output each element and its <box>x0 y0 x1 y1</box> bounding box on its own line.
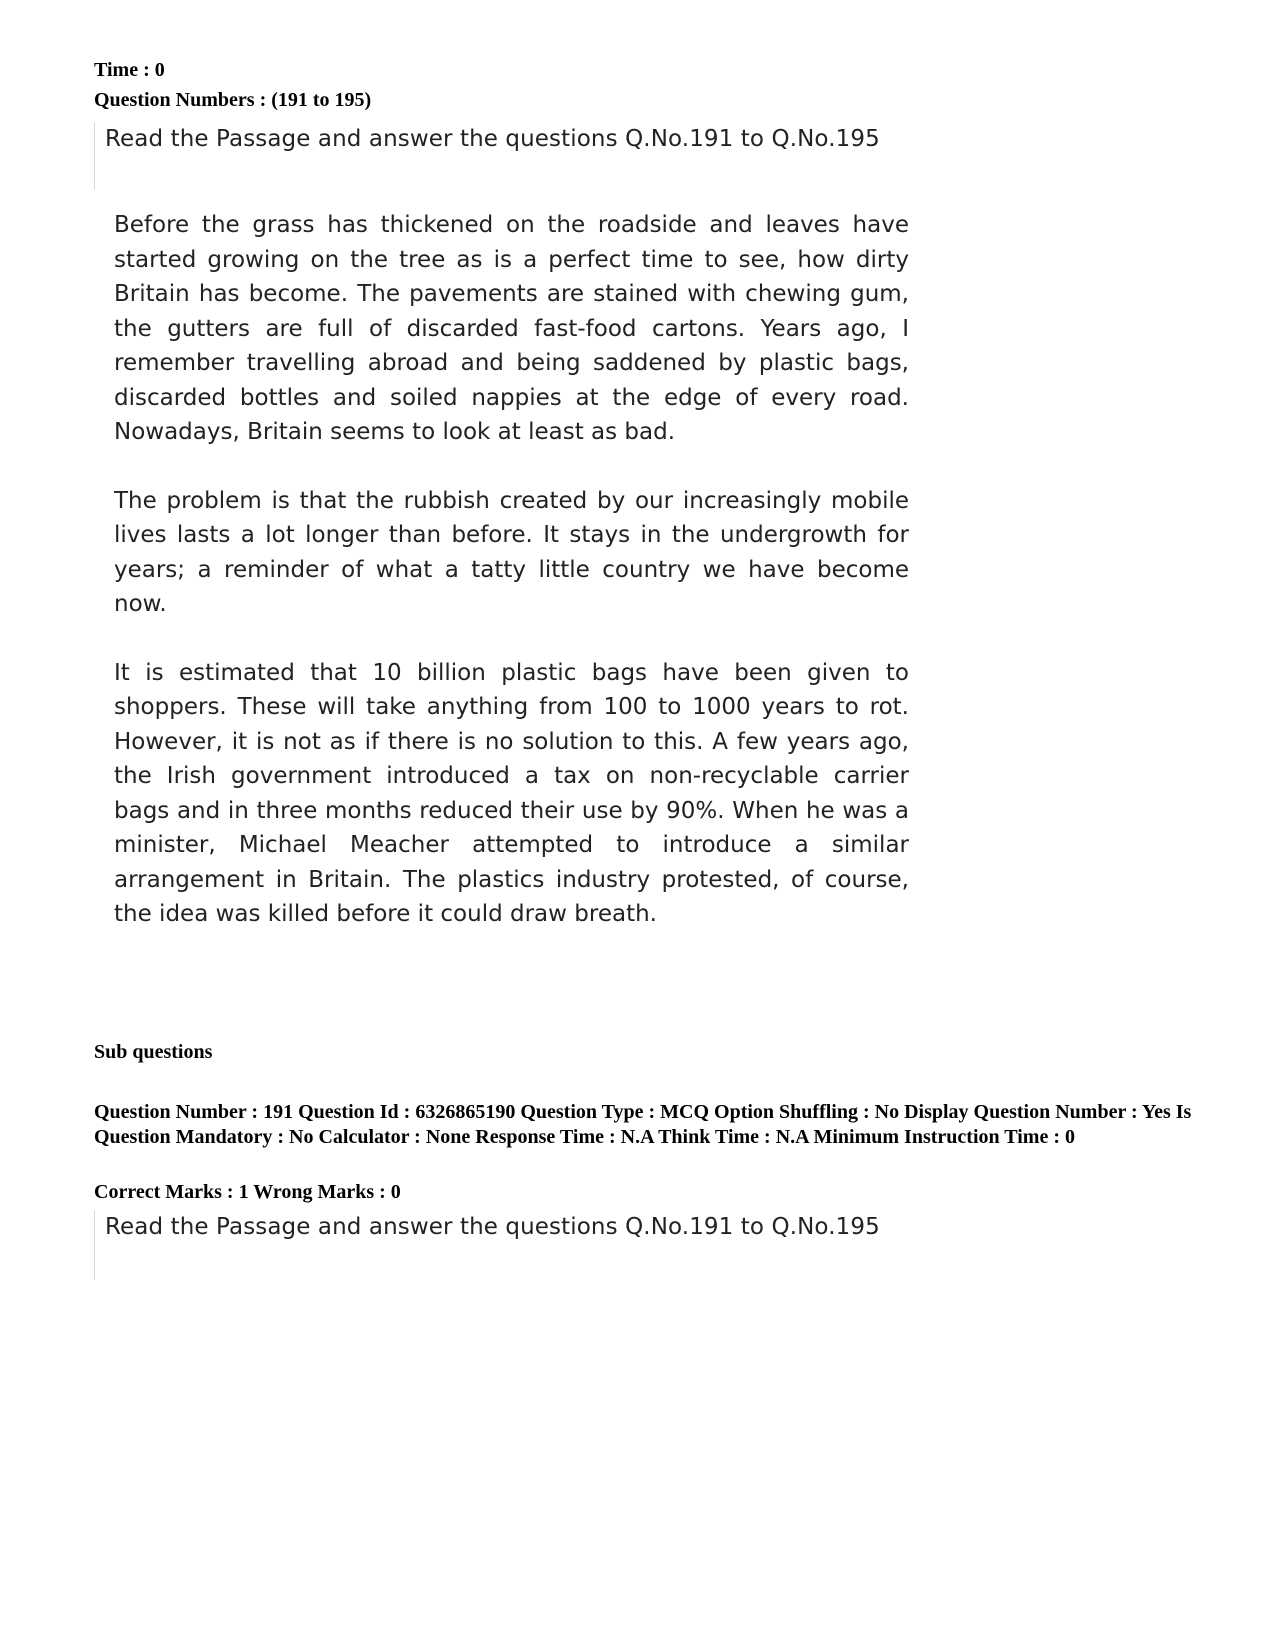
question-meta: Question Number : 191 Question Id : 6326865190 Question Type : MCQ Option Shuffling : No Display Question Number : Yes Is Question Mandatory : No Calculator : None Response Time : N.A Think Time : N.A Minimum Instruction Time : 0 <box>94 1101 1192 1148</box>
question-instruction: Read the Passage and answer the questions Q.No.191 to Q.No.195 <box>105 1214 880 1240</box>
passage-paragraph-3: It is estimated that 10 billion plastic bags have been given to shoppers. These will take anything from 100 to 1000 years to rot. However, it is not as if there is no solution to this. A few years ago, the Irish government introduced a tax on non-recyclable carrier bags and in three months reduced their use by 90%. When he was a minister, Michael Meacher attempted to introduce a similar arrangement in Britain. The plastics industry protested, of course, the idea was killed before it could draw breath. <box>114 659 909 927</box>
passage-image-border <box>94 122 95 190</box>
question-image-border <box>94 1210 95 1280</box>
passage-image <box>94 122 914 927</box>
sub-questions-heading: Sub questions <box>94 1041 213 1063</box>
question-image <box>94 1210 914 1290</box>
question-numbers-label: Question Numbers : (191 to 195) <box>94 89 372 111</box>
marks-label: Correct Marks : 1 Wrong Marks : 0 <box>94 1181 401 1203</box>
passage-instruction: Read the Passage and answer the questions Q.No.191 to Q.No.195 <box>105 126 880 152</box>
passage-text <box>114 208 909 966</box>
time-label: Time : 0 <box>94 59 165 81</box>
passage-paragraph-1: Before the grass has thickened on the roadside and leaves have started growing on the tree as is a perfect time to see, how dirty Britain has become. The pavements are stained with chewing gum, the gutters are full of discarded fast-food cartons. Years ago, I remember travelling abroad and being saddened by plastic bags, discarded bottles and soiled nappies at the edge of every road. Nowadays, Britain seems to look at least as bad. <box>114 212 909 445</box>
passage-paragraph-2: The problem is that the rubbish created by our increasingly mobile lives lasts a lot longer than before. It stays in the undergrowth for years; a reminder of what a tatty little country we have become now. <box>114 487 909 617</box>
